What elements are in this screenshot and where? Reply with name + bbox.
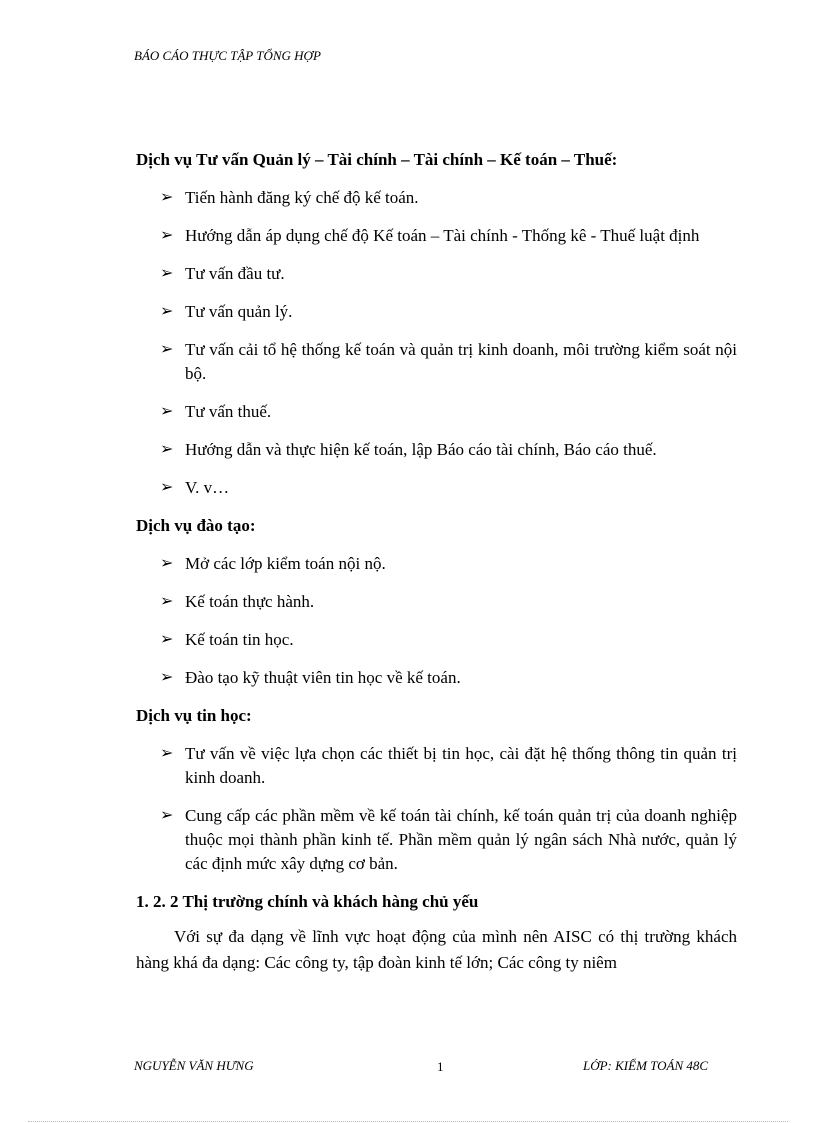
arrowhead-bullet-icon: ➢ bbox=[160, 341, 174, 358]
arrowhead-bullet-icon: ➢ bbox=[160, 189, 174, 206]
training-service-list bbox=[136, 552, 737, 690]
list-item-text: Kế toán tin học. bbox=[185, 630, 294, 649]
arrowhead-bullet-icon: ➢ bbox=[160, 441, 174, 458]
footer-class: LỚP: KIỂM TOÁN 48C bbox=[583, 1058, 709, 1073]
arrowhead-bullet-icon: ➢ bbox=[160, 555, 174, 572]
list-item-text: Hướng dẫn áp dụng chế độ Kế toán – Tài chính - Thống kê - Thuế luật định bbox=[185, 226, 700, 245]
footer-author: NGUYỄN VĂN HƯNG bbox=[134, 1058, 254, 1073]
page-number: 1 bbox=[437, 1059, 444, 1074]
list-item bbox=[136, 742, 737, 790]
page-header-title: BÁO CÁO THỰC TẬP TỔNG HỢP bbox=[134, 48, 321, 63]
arrowhead-bullet-icon: ➢ bbox=[160, 745, 174, 762]
list-item-text: Tư vấn quản lý. bbox=[185, 302, 293, 321]
list-item bbox=[136, 438, 737, 462]
section-heading-consulting: Dịch vụ Tư vấn Quản lý – Tài chính – Tài chính – Kế toán – Thuế: bbox=[136, 150, 618, 169]
list-item-text: Tiến hành đăng ký chế độ kế toán. bbox=[185, 188, 419, 207]
arrowhead-bullet-icon: ➢ bbox=[160, 631, 174, 648]
arrowhead-bullet-icon: ➢ bbox=[160, 265, 174, 282]
list-item bbox=[136, 666, 737, 690]
list-item-text: Đào tạo kỹ thuật viên tin học về kế toán. bbox=[185, 668, 461, 687]
arrowhead-bullet-icon: ➢ bbox=[160, 593, 174, 610]
arrowhead-bullet-icon: ➢ bbox=[160, 807, 174, 824]
arrowhead-bullet-icon: ➢ bbox=[160, 303, 174, 320]
page-bottom-divider bbox=[28, 1121, 788, 1122]
list-item bbox=[136, 552, 737, 576]
list-item bbox=[136, 590, 737, 614]
it-service-list bbox=[136, 742, 737, 876]
list-item-text: Tư vấn cải tổ hệ thống kế toán và quản trị kinh doanh, môi trường kiểm soát nội bộ. bbox=[185, 340, 737, 383]
list-item-text: V. v… bbox=[185, 478, 230, 497]
list-item-text: Kế toán thực hành. bbox=[185, 592, 315, 611]
list-item bbox=[136, 400, 737, 424]
document-body bbox=[136, 148, 737, 976]
consulting-service-list bbox=[136, 186, 737, 500]
list-item-text: Tư vấn thuế. bbox=[185, 402, 272, 421]
list-item bbox=[136, 476, 737, 500]
subsection-heading: 1. 2. 2 Thị trường chính và khách hàng chủ yếu bbox=[136, 892, 479, 911]
list-item bbox=[136, 262, 737, 286]
arrowhead-bullet-icon: ➢ bbox=[160, 227, 174, 244]
section-heading-it: Dịch vụ tin học: bbox=[136, 706, 252, 725]
list-item-text: Mở các lớp kiểm toán nội nộ. bbox=[185, 554, 386, 573]
list-item-text: Hướng dẫn và thực hiện kế toán, lập Báo cáo tài chính, Báo cáo thuế. bbox=[185, 440, 657, 459]
list-item bbox=[136, 338, 737, 386]
list-item bbox=[136, 300, 737, 324]
list-item-text: Cung cấp các phần mềm về kế toán tài chính, kế toán quản trị của doanh nghiệp thuộc mọi thành phần kinh tế. Phần mềm quản lý ngân sách Nhà nước, quản lý các định mức xây dựng cơ bản. bbox=[185, 806, 737, 873]
list-item bbox=[136, 186, 737, 210]
list-item bbox=[136, 804, 737, 876]
arrowhead-bullet-icon: ➢ bbox=[160, 403, 174, 420]
list-item-text: Tư vấn về việc lựa chọn các thiết bị tin học, cài đặt hệ thống thông tin quản trị kinh doanh. bbox=[185, 744, 737, 787]
list-item bbox=[136, 628, 737, 652]
section-heading-training: Dịch vụ đào tạo: bbox=[136, 516, 256, 535]
arrowhead-bullet-icon: ➢ bbox=[160, 479, 174, 496]
arrowhead-bullet-icon: ➢ bbox=[160, 669, 174, 686]
list-item bbox=[136, 224, 737, 248]
list-item-text: Tư vấn đầu tư. bbox=[185, 264, 285, 283]
body-paragraph: Với sự đa dạng về lĩnh vực hoạt động của mình nên AISC có thị trường khách hàng khá đa dạng: Các công ty, tập đoàn kinh tế lớn; Các công ty niêm bbox=[136, 927, 737, 972]
